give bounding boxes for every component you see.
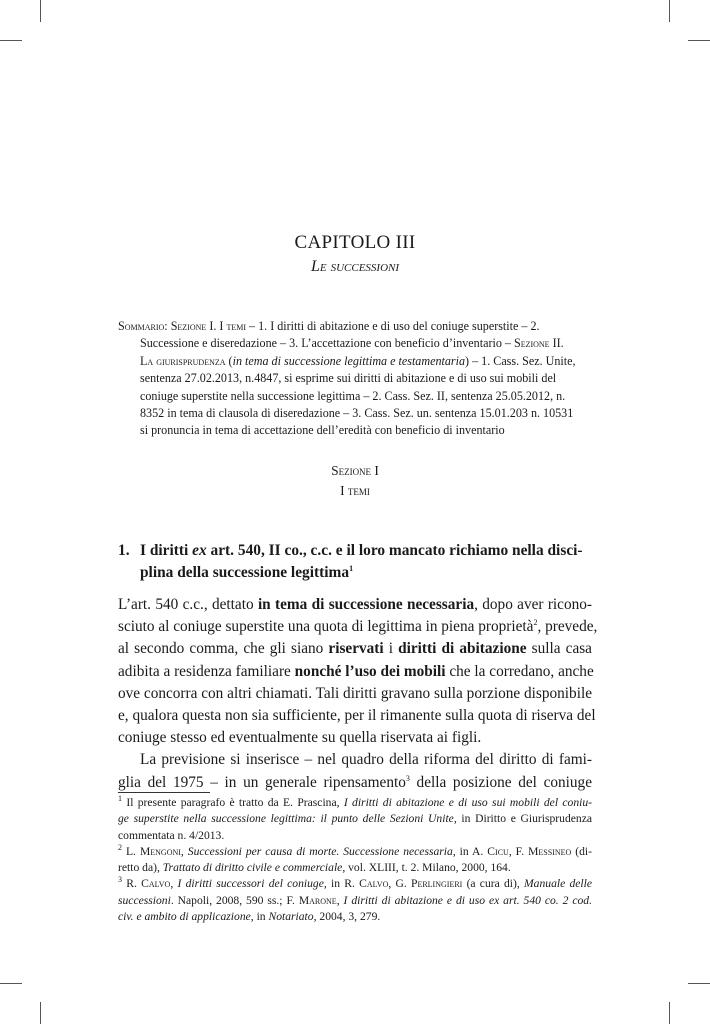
- body-line: [118, 772, 592, 794]
- text: , prevede,: [537, 618, 598, 636]
- paragraph-heading: [118, 540, 592, 584]
- text: ,: [170, 877, 178, 891]
- heading-part: ex: [192, 542, 207, 559]
- crop-mark: [0, 40, 22, 41]
- text: glia del 1975 – in un generale ripensamento: [118, 773, 406, 791]
- italic-text: ge superstite nella successione legittima: il punto delle Sezioni Unite: [118, 812, 454, 826]
- author-name: Perlingieri: [411, 877, 463, 891]
- summary-label: Sommario:: [118, 319, 168, 333]
- text: L’art. 540 c.c., dettato: [118, 596, 258, 613]
- text: , in A.: [452, 844, 488, 858]
- footnotes: [118, 795, 592, 925]
- bold-text: diritti di abitazione: [398, 640, 527, 658]
- summary-line: 8352 in tema di clausola di diseredazione – 3. Cass. Sez. un. sentenza 15.01.203 n. 10531: [140, 406, 574, 421]
- footnote-3-cont: [118, 909, 592, 925]
- section-name: I temi: [340, 483, 370, 498]
- footnote-1-cont: commentata n. 4/2013.: [118, 828, 225, 842]
- bold-text: riservati: [328, 640, 384, 658]
- body-line: ove concorra con altri chiamati. Tali diritti gravano sulla porzione disponibile: [118, 684, 592, 702]
- text: (a cura di),: [462, 877, 525, 891]
- text: ,: [336, 893, 344, 907]
- crop-mark: [40, 0, 41, 22]
- page: [118, 0, 598, 1024]
- summary-line: [118, 335, 592, 352]
- footnote-1-cont: [118, 811, 592, 827]
- text: , in Diritto e Giurisprudenza: [453, 812, 592, 826]
- footnote-3-cont: [118, 893, 592, 909]
- footnote-1: [118, 795, 592, 811]
- italic-text: I diritti di abitazione e di uso sui mobili del coniu-: [343, 796, 592, 809]
- crop-mark: [40, 1002, 41, 1024]
- summary-text: La giurisprudenza: [140, 353, 226, 368]
- section-label: Sezione I: [331, 463, 379, 478]
- body-line: [118, 616, 598, 638]
- crop-mark: [669, 1002, 670, 1024]
- text: (di-: [571, 844, 592, 858]
- footnote-number: 1: [118, 794, 122, 804]
- heading-number: 1.: [118, 542, 130, 559]
- text: Il presente paragrafo è tratto da E. Prascina,: [122, 796, 344, 809]
- body-text: [118, 594, 598, 794]
- summary-line: [118, 318, 592, 335]
- text: L.: [122, 844, 140, 858]
- summary-text: – 1. I diritti di abitazione e di uso del coniuge superstite – 2.: [246, 319, 540, 333]
- body-line: [118, 638, 592, 660]
- author-name: Messineo: [528, 844, 572, 858]
- text: , G.: [388, 877, 411, 891]
- bold-text: nonché l’uso dei mobili: [294, 662, 446, 680]
- italic-text: Manuale delle: [524, 877, 592, 891]
- text: ,: [180, 844, 188, 858]
- section-title: [118, 461, 592, 501]
- footnote-number: 2: [118, 843, 122, 853]
- text: R.: [122, 877, 142, 891]
- crop-mark: [688, 983, 710, 984]
- summary-text: Successione e diseredazione – 3. L’accettazione con beneficio d’inventario –: [140, 336, 514, 351]
- body-line: coniuge stesso ed eventualmente su quella riservata ai figli.: [118, 729, 482, 747]
- heading-text: [118, 540, 592, 584]
- summary-line: La giurisprudenza (in tema di successione legittima e testamentaria) – 1. Cass. Sez. Unite,: [140, 353, 576, 368]
- author-name: Calvo: [359, 877, 389, 891]
- text: retto da),: [118, 861, 163, 875]
- summary-line: si pronuncia in tema di accettazione dell’eredità con beneficio di inventario: [140, 423, 505, 438]
- footnote-ref: 1: [349, 563, 354, 573]
- body-line: [118, 661, 592, 683]
- text: i: [383, 640, 399, 658]
- text: sulla casa: [526, 640, 592, 658]
- text: , 2004, 3, 279.: [313, 910, 381, 924]
- italic-text: Successioni per causa di morte. Successione necessaria: [187, 844, 453, 858]
- text: sciuto al coniuge superstite una quota di legittima in piena proprietà: [118, 618, 534, 636]
- body-line: La previsione si inserisce – nel quadro della riforma del diritto di fami-: [140, 751, 592, 769]
- author-name: Marone: [298, 893, 337, 907]
- text: , in R.: [323, 877, 360, 891]
- text: al secondo comma, che gli siano: [118, 640, 329, 658]
- author-name: Cicu: [487, 844, 509, 858]
- summary: [118, 318, 592, 440]
- summary-text: ) – 1. Cass. Sez. Unite,: [465, 353, 576, 368]
- summary-line: coniuge superstite nella successione legittima – 2. Cass. Sez. II, sentenza 25.05.2012, n.: [140, 388, 566, 403]
- footnote-ref: 3: [405, 773, 410, 783]
- italic-text: Trattato di diritto civile e commerciale: [162, 861, 343, 875]
- chapter-title: CAPITOLO III: [294, 232, 416, 253]
- text: , vol. XLIII, t. 2. Milano, 2000, 164.: [342, 861, 511, 875]
- italic-text: I diritti successori del coniuge: [177, 877, 324, 891]
- body-line: e, qualora questa non sia sufficiente, per il rimanente sulla quota di riserva del: [118, 707, 596, 725]
- text: adibita a residenza familiare: [118, 662, 295, 680]
- author-name: Calvo: [141, 877, 171, 891]
- crop-mark: [688, 40, 710, 41]
- heading-part: plina della successione legittima: [140, 564, 350, 581]
- italic-text: successioni: [118, 893, 171, 907]
- footnote-rule: [118, 792, 210, 793]
- chapter-subtitle: Le successioni: [310, 258, 400, 275]
- summary-line: sentenza 27.02.2013, n.4847, si esprime sui diritti di abitazione e di uso sui mobili del: [140, 371, 557, 386]
- crop-mark: [0, 983, 22, 984]
- text: , F.: [508, 844, 529, 858]
- footnote-3: [118, 876, 592, 892]
- summary-section-1: Sezione I. I temi: [170, 319, 246, 333]
- crop-mark: [669, 0, 670, 22]
- body-line: [118, 594, 592, 616]
- italic-text: I diritti di abitazione e di uso ex art. 540 co. 2 cod.: [343, 893, 593, 907]
- text: che la corredano, anche: [445, 662, 594, 680]
- text: . Napoli, 2008, 590 ss.; F.: [170, 893, 299, 907]
- summary-section-2: Sezione II.: [513, 336, 564, 351]
- italic-text: civ. e ambito di applicazione: [118, 910, 251, 924]
- footnote-ref: 2: [533, 618, 538, 628]
- bold-text: in tema di successione necessaria: [257, 596, 475, 613]
- text: , dopo aver ricono-: [474, 596, 592, 613]
- heading-part: art. 540, II co., c.c. e il loro mancato richiamo nella disci-: [206, 542, 583, 559]
- author-name: Mengoni: [139, 844, 181, 858]
- summary-text: in tema di successione legittima e testamentaria: [232, 353, 466, 368]
- text: della posizione del coniuge: [409, 773, 592, 791]
- italic-text: Notariato: [268, 910, 314, 924]
- footnote-2-cont: [118, 860, 592, 876]
- footnote-2: [118, 844, 592, 860]
- footnote-number: 3: [118, 875, 122, 885]
- text: , in: [250, 910, 269, 924]
- heading-part: I diritti: [140, 542, 193, 559]
